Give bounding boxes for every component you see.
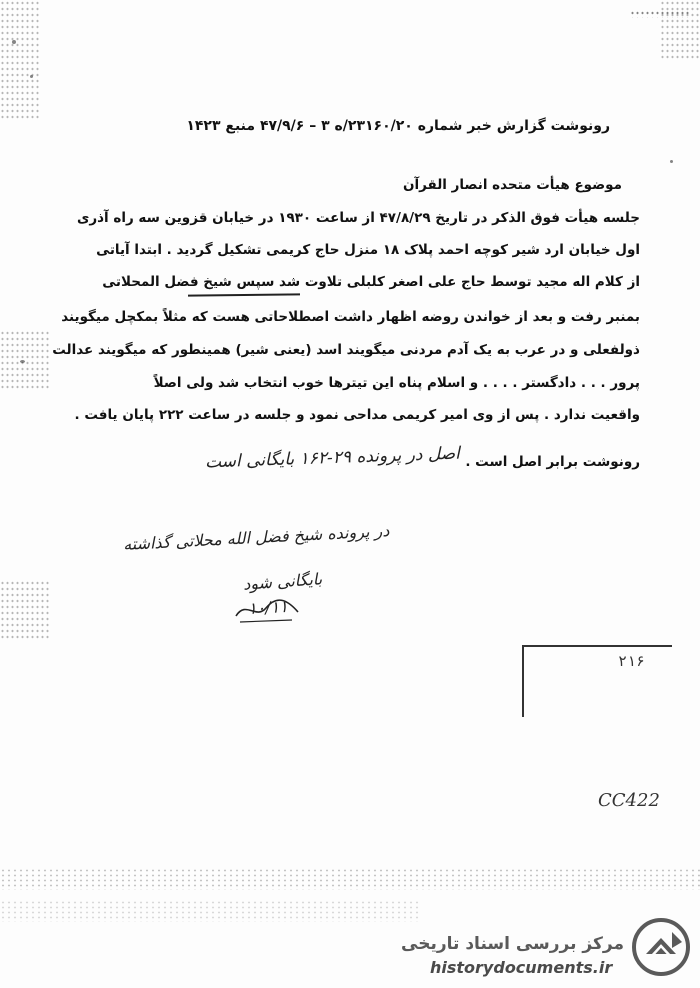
signature-stroke-icon [232, 590, 302, 626]
handwritten-annotation: در پرونده شیخ فضل الله محلاتی گذاشته [123, 521, 391, 554]
body-line: پرور . . . دادگستر . . . . و اسلام پناه این تیترها خوب انتخاب شد ولی اصلاً [153, 375, 640, 391]
copy-certification-text: رونوشت برابر اصل است . [465, 454, 640, 470]
body-line: جلسه هیأت فوق الذکر در تاریخ ۴۷/۸/۲۹ از ساعت ۱۹۳۰ در خیابان قزوین سه راه آذری [76, 210, 640, 226]
document-subject: موضوع هیأت متحده انصار القرآن [402, 177, 622, 193]
scan-speck [30, 75, 33, 78]
scan-noise [0, 580, 50, 640]
scan-speck [670, 160, 673, 163]
scan-noise [0, 868, 700, 890]
margin-code: CC422 [598, 790, 660, 811]
handwritten-underline [188, 293, 300, 296]
watermark-url: historydocuments.ir [430, 958, 613, 977]
body-line: ذولفعلی و در عرب به یک آدم مردنی میگویند اسد (یعنی شیر) همینطور که میگویند عدالت [52, 342, 640, 358]
registry-stamp [522, 645, 672, 717]
body-line: بمنبر رفت و بعد از خواندن روضه اظهار داشت اصطلاحاتی هست که مثلاً بمکچل میگویند [61, 309, 640, 325]
scan-noise [630, 10, 690, 18]
scan-noise [0, 900, 420, 922]
document-header-line: رونوشت گزارش خبر شماره ۲۳۱۶۰/۲۰/ه ۳ – ۴۷/۹/۶ منبع ۱۴۲۳ [186, 118, 610, 134]
body-line: از کلام اله مجید توسط حاج علی اصغر کلبلی تلاوت شد سپس شیخ فضل المحلاتی [102, 274, 640, 290]
scan-noise [0, 330, 50, 390]
watermark-brand-name: مرکز بررسی اسناد تاریخی [401, 934, 624, 954]
stamp-number: ۲۱۶ [618, 652, 646, 670]
body-line: واقعیت ندارد . پس از وی امیر کریمی مداحی نمود و جلسه در ساعت ۲۲۲ پایان یافت . [74, 407, 640, 423]
body-line: اول خیابان ارد شیر کوچه احمد پلاک ۱۸ منزل حاج کریمی تشکیل گردید . ابتدا آیاتی [96, 242, 640, 258]
handwritten-annotation: بایگانی شود [242, 569, 323, 594]
scan-noise [0, 0, 40, 120]
scan-speck [20, 360, 25, 363]
scan-speck [12, 40, 16, 44]
handwritten-archive-note: اصل در پرونده ۲۹-۱۶۲ بایگانی است [204, 443, 461, 473]
handwritten-signature-date: ۱۰/۱۱ [247, 596, 289, 619]
scan-noise [660, 0, 700, 60]
book-logo-icon [632, 918, 690, 976]
